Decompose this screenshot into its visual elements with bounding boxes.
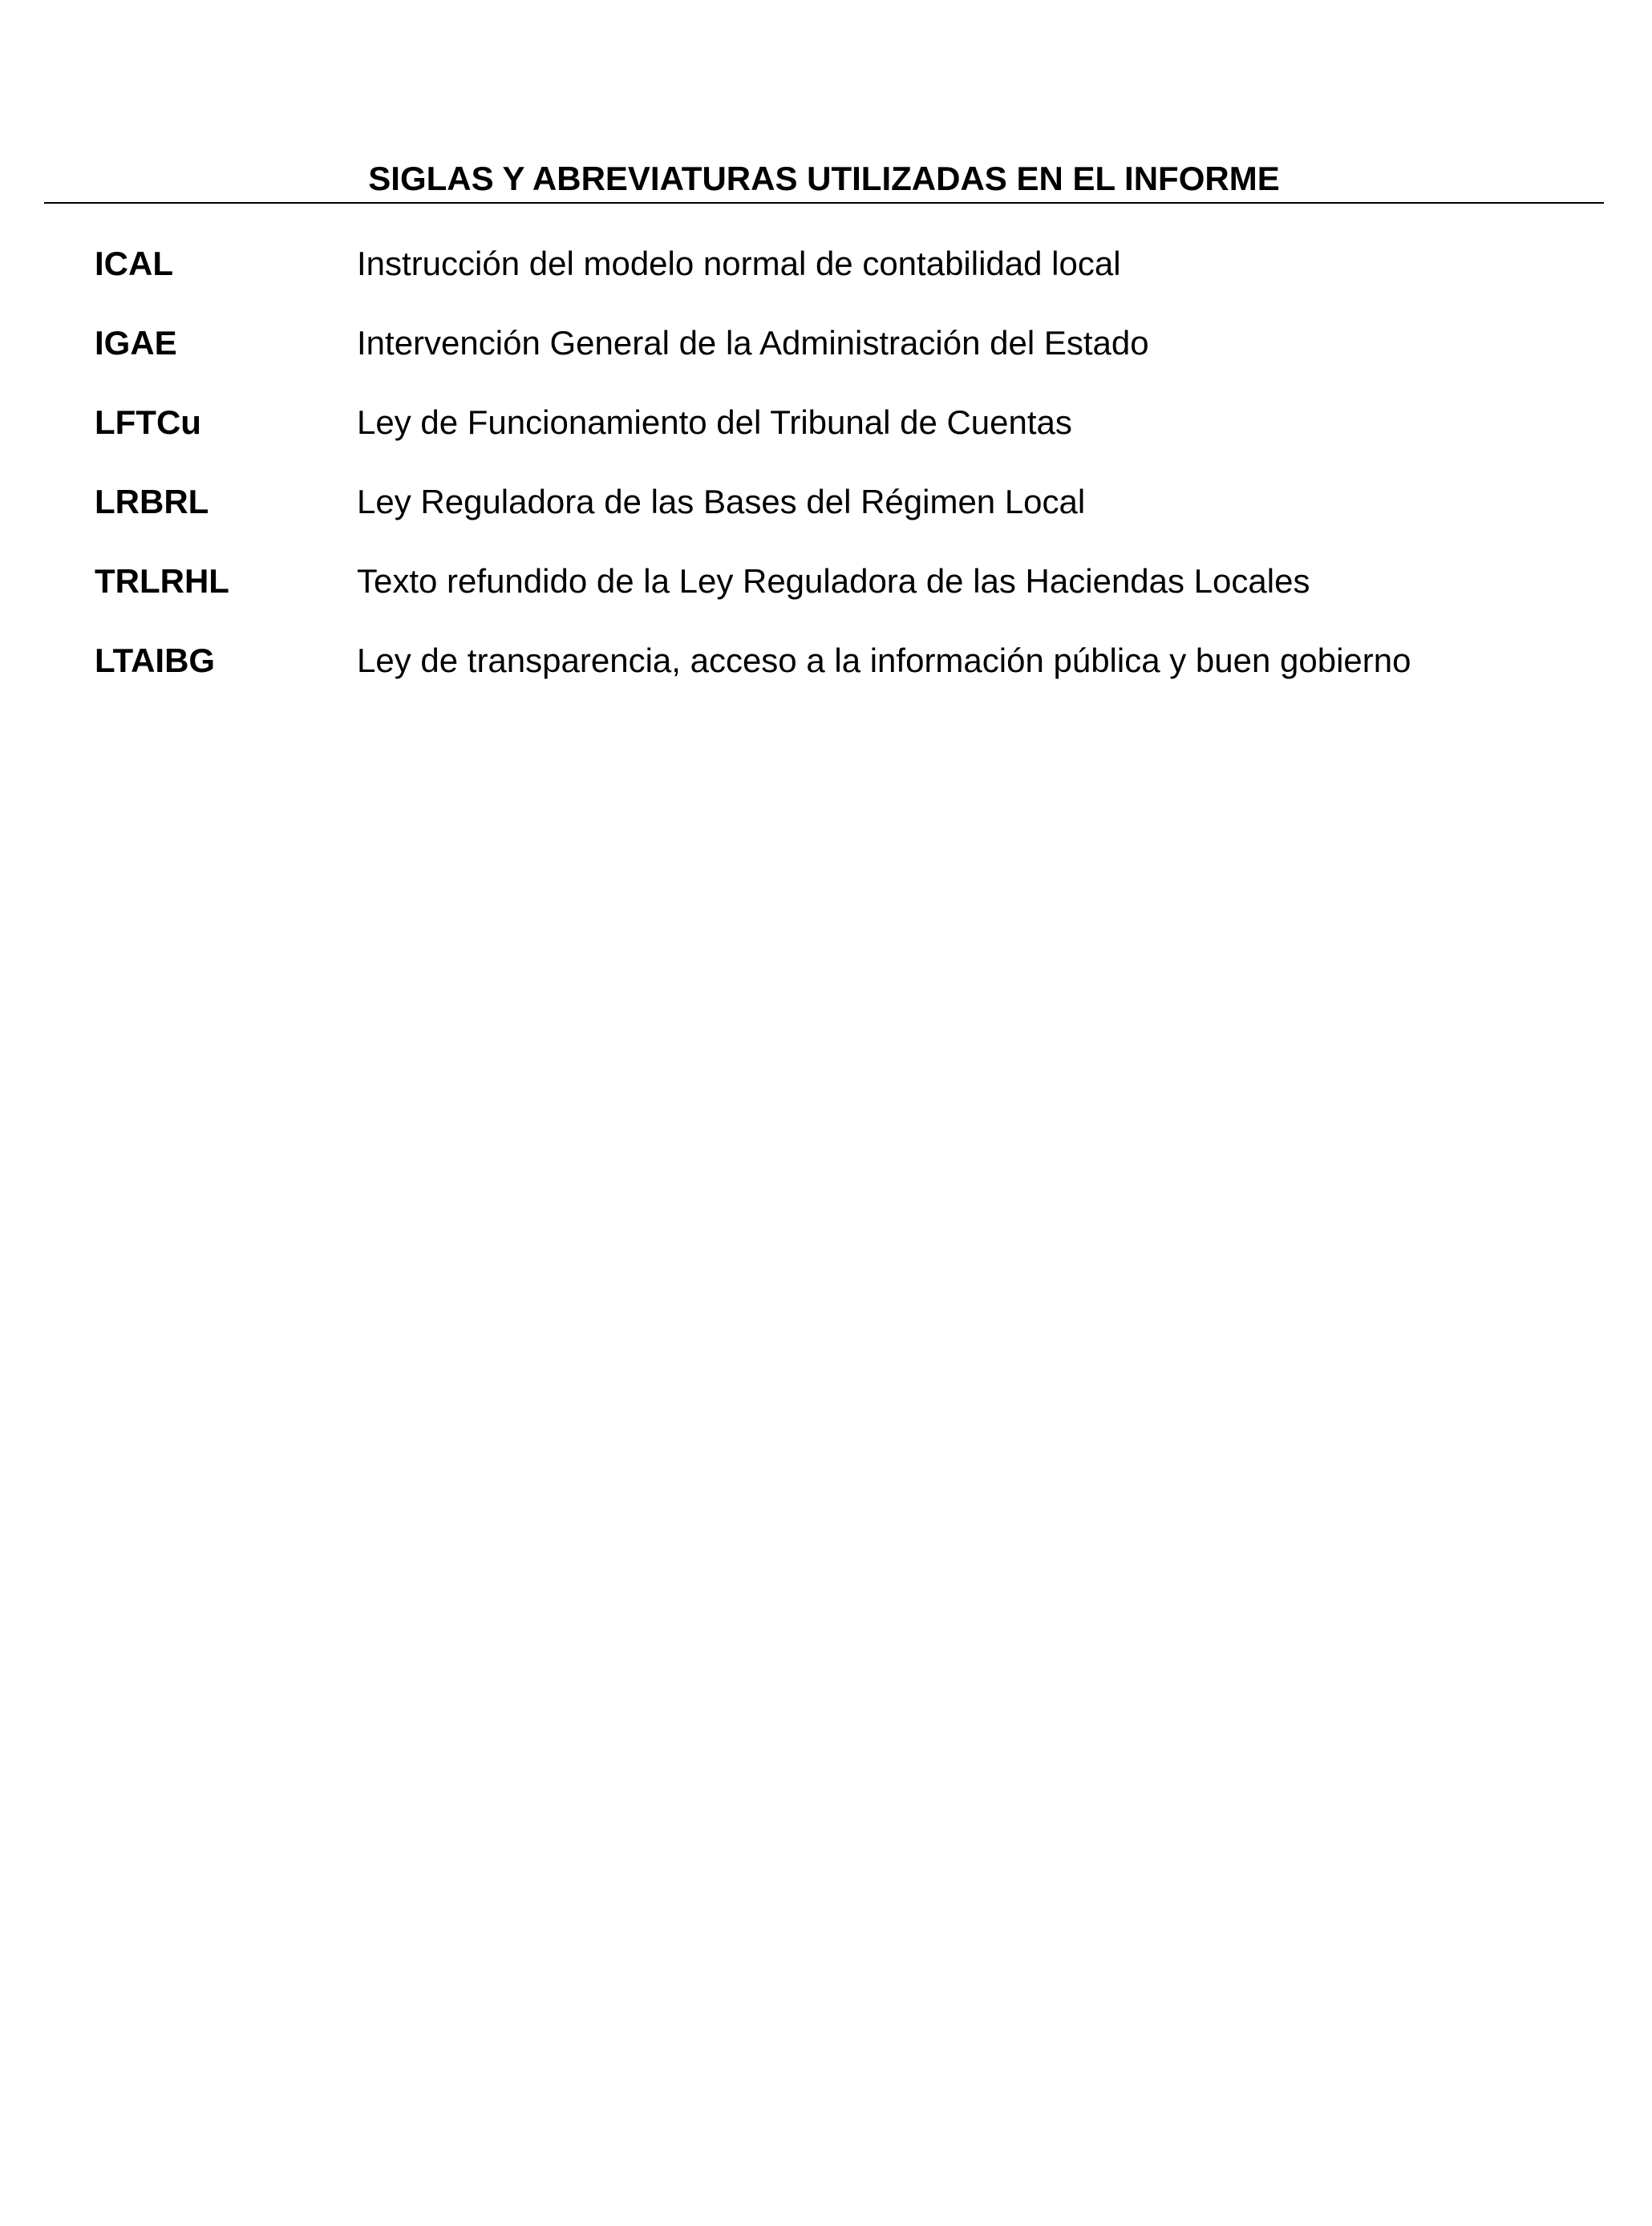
abbreviation-term: LFTCu (95, 403, 201, 441)
abbreviation-term: ICAL (95, 245, 173, 282)
abbreviation-meaning: Intervención General de la Administración del Estado (357, 324, 1149, 362)
list-item (0, 398, 1652, 477)
abbreviation-term: IGAE (95, 324, 177, 362)
list-item (0, 239, 1652, 318)
abbreviation-meaning: Instrucción del modelo normal de contabilidad local (357, 245, 1121, 282)
abbreviation-meaning: Ley de Funcionamiento del Tribunal de Cuentas (357, 403, 1072, 441)
page-title: SIGLAS Y ABREVIATURAS UTILIZADAS EN EL INFORME (368, 160, 1280, 197)
abbreviation-term: LRBRL (95, 483, 209, 520)
abbreviation-meaning: Texto refundido de la Ley Reguladora de las Haciendas Locales (357, 562, 1310, 600)
abbreviation-term: LTAIBG (95, 641, 216, 679)
abbreviation-list (0, 239, 1652, 715)
abbreviation-term: TRLRHL (95, 562, 229, 600)
abbreviation-meaning: Ley de transparencia, acceso a la información pública y buen gobierno (357, 641, 1411, 679)
list-item (0, 636, 1652, 715)
title-divider (44, 202, 1604, 204)
list-item (0, 556, 1652, 636)
list-item (0, 318, 1652, 398)
abbreviation-meaning: Ley Reguladora de las Bases del Régimen Local (357, 483, 1086, 520)
list-item (0, 477, 1652, 556)
